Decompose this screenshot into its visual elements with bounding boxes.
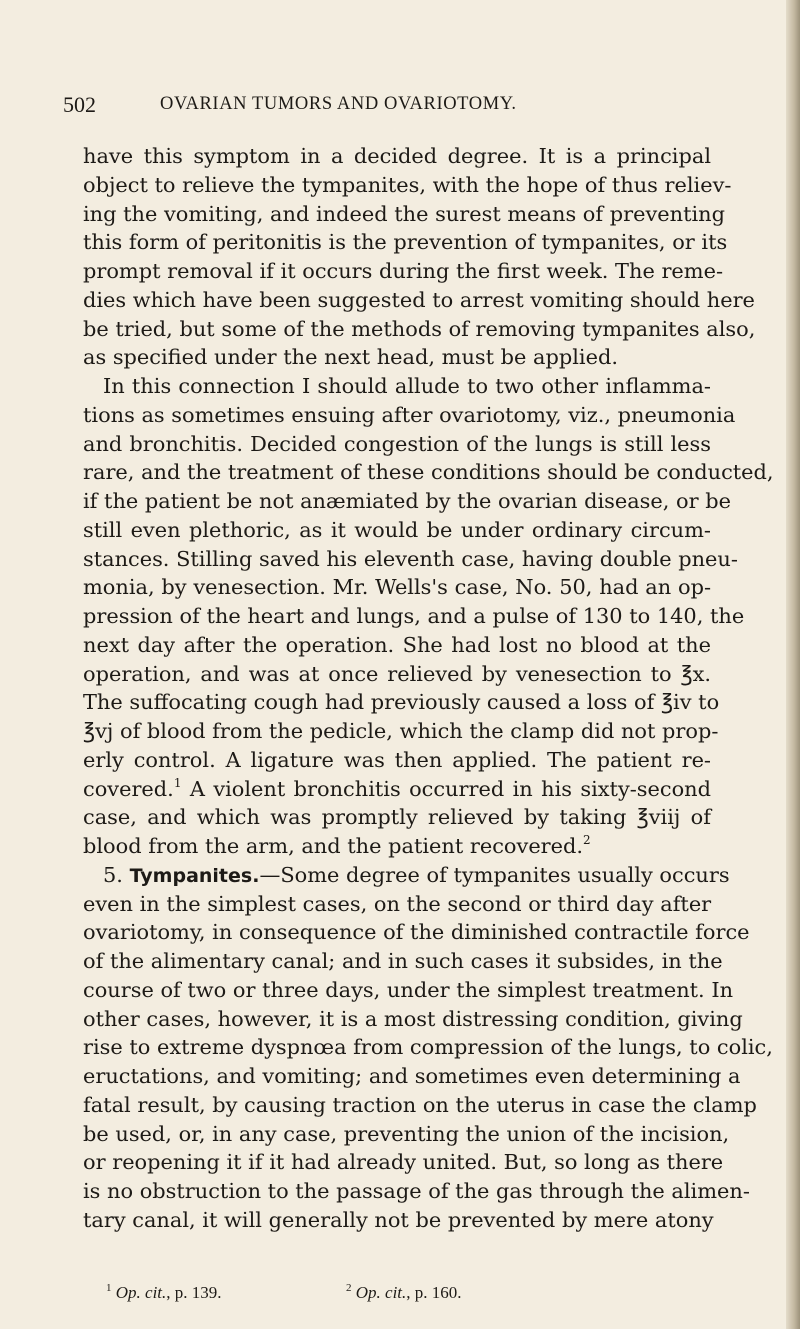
text-line: other cases, however, it is a most distressing condition, giving	[83, 1006, 743, 1031]
text-line: fatal result, by causing traction on the uterus in case the clamp	[83, 1092, 757, 1117]
footnote-mark: 1	[173, 775, 182, 790]
text-line: tions as sometimes ensuing after ovariotomy, viz., pneumonia	[83, 402, 736, 427]
text-line: course of two or three days, under the simplest treatment. In	[83, 977, 734, 1002]
text-line: tary canal, it will generally not be prevented by mere atony	[83, 1207, 714, 1232]
text-line: operation, and was at once relieved by venesection to ℥x.	[83, 661, 711, 686]
text-line: and bronchitis. Decided congestion of the lungs is still less	[83, 431, 711, 456]
text-line: still even plethoric, as it would be under ordinary circum-	[83, 517, 711, 542]
page-number: 502	[63, 92, 96, 117]
text-line: dies which have been suggested to arrest vomiting should here	[83, 287, 755, 312]
text-line: covered.$^1$ A violent bronchitis occurred in his sixty-second	[83, 775, 711, 801]
text-line: The suffocating cough had previously caused a loss of ℥iv to	[83, 690, 720, 715]
section-heading: Tympanites.	[129, 864, 260, 887]
footnote: $^1$ Op. cit., p. 139.	[106, 1282, 222, 1302]
text-line: rise to extreme dyspnœa from compression of the lungs, to colic,	[83, 1035, 773, 1060]
text-line: next day after the operation. She had lost no blood at the	[83, 632, 711, 657]
text-line: this form of peritonitis is the prevention of tympanites, or its	[83, 230, 728, 255]
text-line: is no obstruction to the passage of the gas through the alimen-	[83, 1179, 750, 1203]
text-line: of the alimentary canal; and in such cases it subsides, in the	[83, 949, 723, 973]
text-line: prompt removal if it occurs during the first week. The reme-	[83, 259, 724, 283]
text-line: be tried, but some of the methods of removing tympanites also,	[83, 316, 756, 341]
text-line: monia, by venesection. Mr. Wells's case, No. 50, had an op-	[83, 575, 711, 600]
section-heading-line: 5. Tympanites.—Some degree of tympanites usually occurs	[103, 862, 730, 887]
text-line: object to relieve the tympanites, with the hope of thus reliev-	[83, 172, 732, 197]
text-line: as specified under the next head, must be applied.	[83, 345, 618, 370]
text-line: erly control. A ligature was then applied. The patient re-	[83, 747, 711, 772]
text-line: if the patient be not anæmiated by the ovarian disease, or be	[83, 489, 731, 513]
text-line: In this connection I should allude to two other inflamma-	[103, 374, 711, 398]
text-line: ing the vomiting, and indeed the surest means of preventing	[83, 201, 725, 226]
footnote: $^2$ Op. cit., p. 160.	[346, 1282, 462, 1302]
text-line: be used, or, in any case, preventing the union of the incision,	[83, 1121, 730, 1146]
text-line: or reopening it if it had already united. But, so long as there	[83, 1150, 724, 1175]
text-line: case, and which was promptly relieved by taking ℥viij of	[83, 805, 711, 830]
text-line: eructations, and vomiting; and sometimes even determining a	[83, 1064, 741, 1088]
text-line: even in the simplest cases, on the second or third day after	[83, 891, 712, 916]
running-head: OVARIAN TUMORS AND OVARIOTOMY.	[160, 94, 517, 114]
text-line: stances. Stilling saved his eleventh case, having double pneu-	[83, 546, 738, 571]
page-edge	[786, 0, 800, 1329]
text-line: rare, and the treatment of these conditions should be conducted,	[83, 460, 774, 485]
text-line: blood from the arm, and the patient recovered.$^2$	[83, 833, 591, 858]
text-line: ovariotomy, in consequence of the diminished contractile force	[83, 920, 750, 945]
footnote-mark: 2	[583, 833, 591, 847]
text-line: have this symptom in a decided degree. It is a principal	[83, 144, 711, 168]
body-text	[83, 142, 774, 1235]
text-line: pression of the heart and lungs, and a pulse of 130 to 140, the	[83, 604, 745, 628]
text-line: ℥vj of blood from the pedicle, which the clamp did not prop-	[83, 719, 719, 743]
